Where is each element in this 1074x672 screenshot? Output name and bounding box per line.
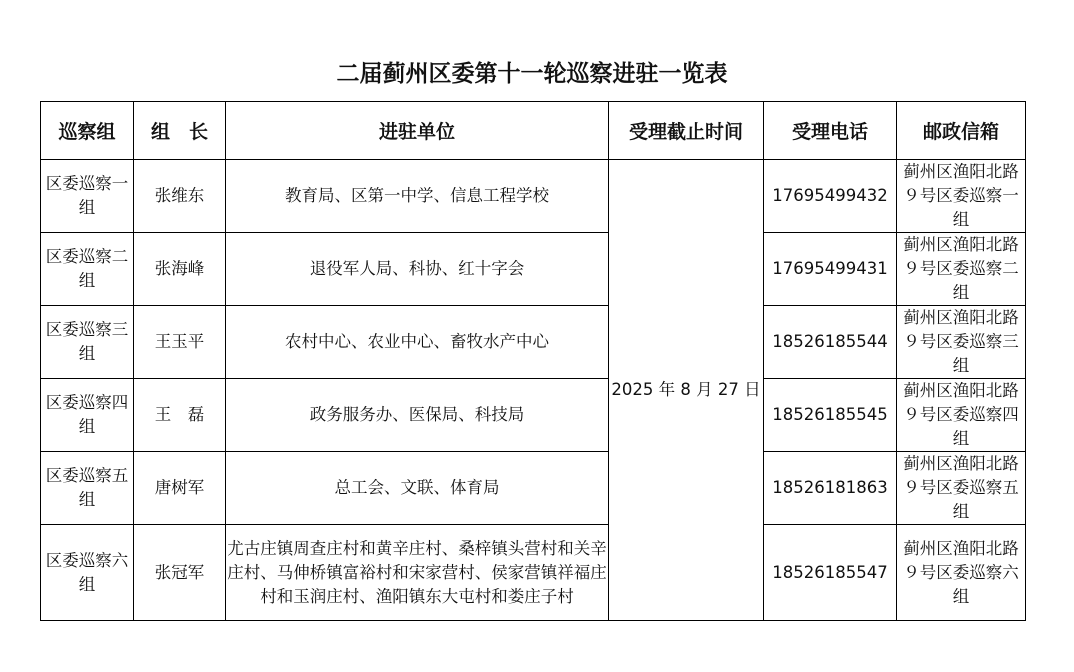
phone-cell: 18526185545 — [764, 379, 897, 452]
phone-cell: 17695499431 — [764, 233, 897, 306]
leader-cell: 张海峰 — [134, 233, 226, 306]
group-cell: 区委巡察四组 — [41, 379, 134, 452]
units-cell: 政务服务办、医保局、科技局 — [226, 379, 609, 452]
group-cell: 区委巡察二组 — [41, 233, 134, 306]
table-row — [41, 306, 1026, 379]
group-cell: 区委巡察一组 — [41, 160, 134, 233]
table-row — [41, 233, 1026, 306]
leader-cell: 唐树军 — [134, 452, 226, 525]
phone-cell: 18526185547 — [764, 525, 897, 621]
mailbox-cell: 蓟州区渔阳北路９号区委巡察四组 — [897, 379, 1026, 452]
mailbox-cell: 蓟州区渔阳北路９号区委巡察三组 — [897, 306, 1026, 379]
group-cell: 区委巡察五组 — [41, 452, 134, 525]
mailbox-cell: 蓟州区渔阳北路９号区委巡察一组 — [897, 160, 1026, 233]
column-header-leader: 组 长 — [134, 102, 226, 160]
column-header-group: 巡察组 — [41, 102, 134, 160]
phone-cell: 18526181863 — [764, 452, 897, 525]
column-header-phone: 受理电话 — [764, 102, 897, 160]
phone-cell: 18526185544 — [764, 306, 897, 379]
table-row — [41, 160, 1026, 233]
group-cell: 区委巡察三组 — [41, 306, 134, 379]
inspection-table — [40, 101, 1026, 621]
mailbox-cell: 蓟州区渔阳北路９号区委巡察六组 — [897, 525, 1026, 621]
units-cell: 退役军人局、科协、红十字会 — [226, 233, 609, 306]
units-cell: 尤古庄镇周查庄村和黄辛庄村、桑梓镇头营村和关辛庄村、马伸桥镇富裕村和宋家营村、侯家营镇祥福庄村和玉润庄村、渔阳镇东大屯村和娄庄子村 — [226, 525, 609, 621]
table-row — [41, 452, 1026, 525]
units-cell: 农村中心、农业中心、畜牧水产中心 — [226, 306, 609, 379]
column-header-deadline: 受理截止时间 — [609, 102, 764, 160]
table-row — [41, 525, 1026, 621]
leader-cell: 张维东 — [134, 160, 226, 233]
units-cell: 教育局、区第一中学、信息工程学校 — [226, 160, 609, 233]
leader-cell: 王玉平 — [134, 306, 226, 379]
column-header-units: 进驻单位 — [226, 102, 609, 160]
deadline-cell: 2025 年 8 月 27 日 — [609, 160, 764, 621]
phone-cell: 17695499432 — [764, 160, 897, 233]
leader-cell: 张冠军 — [134, 525, 226, 621]
column-header-mailbox: 邮政信箱 — [897, 102, 1026, 160]
group-cell: 区委巡察六组 — [41, 525, 134, 621]
document-title: 二届蓟州区委第十一轮巡察进驻一览表 — [336, 60, 728, 87]
leader-cell: 王 磊 — [134, 379, 226, 452]
mailbox-cell: 蓟州区渔阳北路９号区委巡察五组 — [897, 452, 1026, 525]
mailbox-cell: 蓟州区渔阳北路９号区委巡察二组 — [897, 233, 1026, 306]
units-cell: 总工会、文联、体育局 — [226, 452, 609, 525]
table-header-row — [41, 102, 1026, 160]
table-row — [41, 379, 1026, 452]
